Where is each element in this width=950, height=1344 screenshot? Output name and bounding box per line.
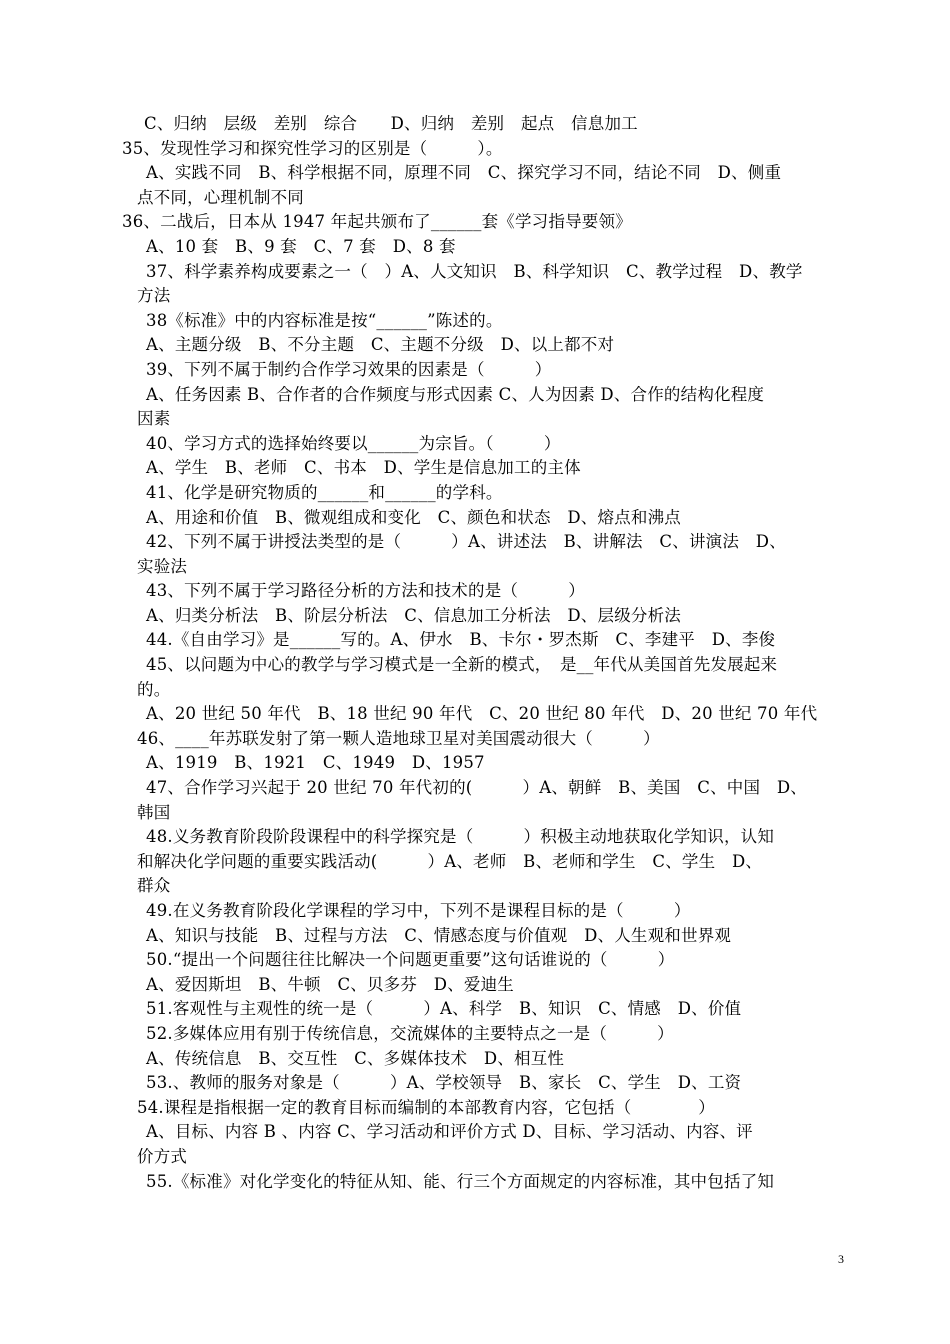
question-52: 52.多媒体应用有别于传统信息，交流媒体的主要特点之一是（ ）	[146, 1023, 674, 1043]
option-line: A、知识与技能 B、过程与方法 C、情感态度与价值观 D、人生观和世界观	[146, 925, 732, 945]
question-35: 35、发现性学习和探究性学习的区别是（ ）。	[122, 138, 503, 158]
option-line: A、任务因素 B、合作者的合作频度与形式因素 C、人为因素 D、合作的结构化程度	[146, 384, 765, 404]
option-line: A、归类分析法 B、阶层分析法 C、信息加工分析法 D、层级分析法	[146, 605, 681, 625]
question-49: 49.在义务教育阶段化学课程的学习中，下列不是课程目标的是（ ）	[146, 901, 691, 920]
question-42: 42、下列不属于讲授法类型的是（ ）A、讲述法 B、讲解法 C、讲演法 D、	[146, 532, 786, 552]
question-36: 36、二战后，日本从 1947 年起共颁布了______套《学习指导要领》	[122, 212, 632, 232]
question-51: 51.客观性与主观性的统一是（ ）A、科学 B、知识 C、情感 D、价值	[146, 999, 742, 1019]
option-line: A、实践不同 B、科学根据不同，原理不同 C、探究学习不同，结论不同 D、侧重	[146, 163, 782, 183]
question-44: 44.《自由学习》是______写的。A、伊水 B、卡尔・罗杰斯 C、李建平 D、李俊	[146, 630, 776, 650]
option-line: A、10 套 B、9 套 C、7 套 D、8 套	[146, 236, 456, 256]
question-54: 54.课程是指根据一定的教育目标而编制的本部教育内容，它包括（ ）	[137, 1097, 715, 1117]
option-line-cont: 韩国	[137, 802, 171, 822]
option-line: A、传统信息 B、交互性 C、多媒体技术 D、相互性	[146, 1048, 565, 1068]
question-43: 43、下列不属于学习路径分析的方法和技术的是（ ）	[146, 581, 585, 601]
option-line: A、目标、内容 B 、内容 C、学习活动和评价方式 D、目标、学习活动、内容、评	[146, 1122, 753, 1142]
option-line-cont: 因素	[137, 409, 171, 429]
question-50: 50.“提出一个问题往往比解决一个问题更重要”这句话谁说的（ ）	[146, 950, 675, 970]
question-45: 45、以问题为中心的教学与学习模式是一全新的模式， 是__年代从美国首先发展起来	[146, 655, 778, 675]
option-line: A、主题分级 B、不分主题 C、主题不分级 D、以上都不对	[146, 335, 615, 355]
question-55: 55.《标准》对化学变化的特征从知、能、行三个方面规定的内容标准，其中包括了知	[146, 1171, 775, 1191]
option-line-cont: 方法	[137, 286, 171, 306]
question-46: 46、____年苏联发射了第一颗人造地球卫星对美国震动很大（ ）	[137, 728, 660, 748]
option-line-cont: 群众	[137, 876, 171, 896]
option-line: A、20 世纪 50 年代 B、18 世纪 90 年代 C、20 世纪 80 年代 D、20 世纪 70 年代	[146, 704, 818, 724]
question-41: 41、化学是研究物质的______和______的学科。	[146, 482, 503, 502]
option-line-cont: 价方式	[137, 1146, 188, 1166]
document-body	[0, 112, 950, 1194]
question-47: 47、合作学习兴起于 20 世纪 70 年代初的( ）A、朝鲜 B、美国 C、中国 D、	[146, 778, 807, 798]
option-line: A、用途和价值 B、微观组成和变化 C、颜色和状态 D、熔点和沸点	[146, 507, 681, 527]
question-39: 39、下列不属于制约合作学习效果的因素是（ ）	[146, 359, 552, 379]
question-line-cont: 和解决化学问题的重要实践活动( ）A、老师 B、老师和学生 C、学生 D、	[137, 851, 763, 871]
option-line: A、1919 B、1921 C、1949 D、1957	[146, 753, 485, 773]
page-number: 3	[838, 1252, 844, 1266]
option-line-cont: 点不同，心理机制不同	[137, 187, 304, 207]
question-38: 38《标准》中的内容标准是按“______”陈述的。	[146, 310, 503, 330]
question-40: 40、学习方式的选择始终要以______为宗旨。（ ）	[146, 433, 561, 453]
option-line: A、学生 B、老师 C、书本 D、学生是信息加工的主体	[146, 458, 581, 478]
option-line: C、归纳 层级 差别 综合 D、归纳 差别 起点 信息加工	[144, 114, 638, 133]
question-line-cont: 的。	[137, 679, 171, 699]
option-line: A、爱因斯坦 B、牛顿 C、贝多芬 D、爱迪生	[146, 974, 514, 994]
question-48: 48.义务教育阶段阶段课程中的科学探究是（ ）积极主动地获取化学知识，认知	[146, 827, 775, 847]
option-line-cont: 实验法	[137, 556, 188, 576]
question-53: 53.、教师的服务对象是（ ）A、学校领导 B、家长 C、学生 D、工资	[146, 1073, 742, 1093]
question-37: 37、科学素养构成要素之一（ ）A、人文知识 B、科学知识 C、教学过程 D、教学	[146, 261, 803, 281]
